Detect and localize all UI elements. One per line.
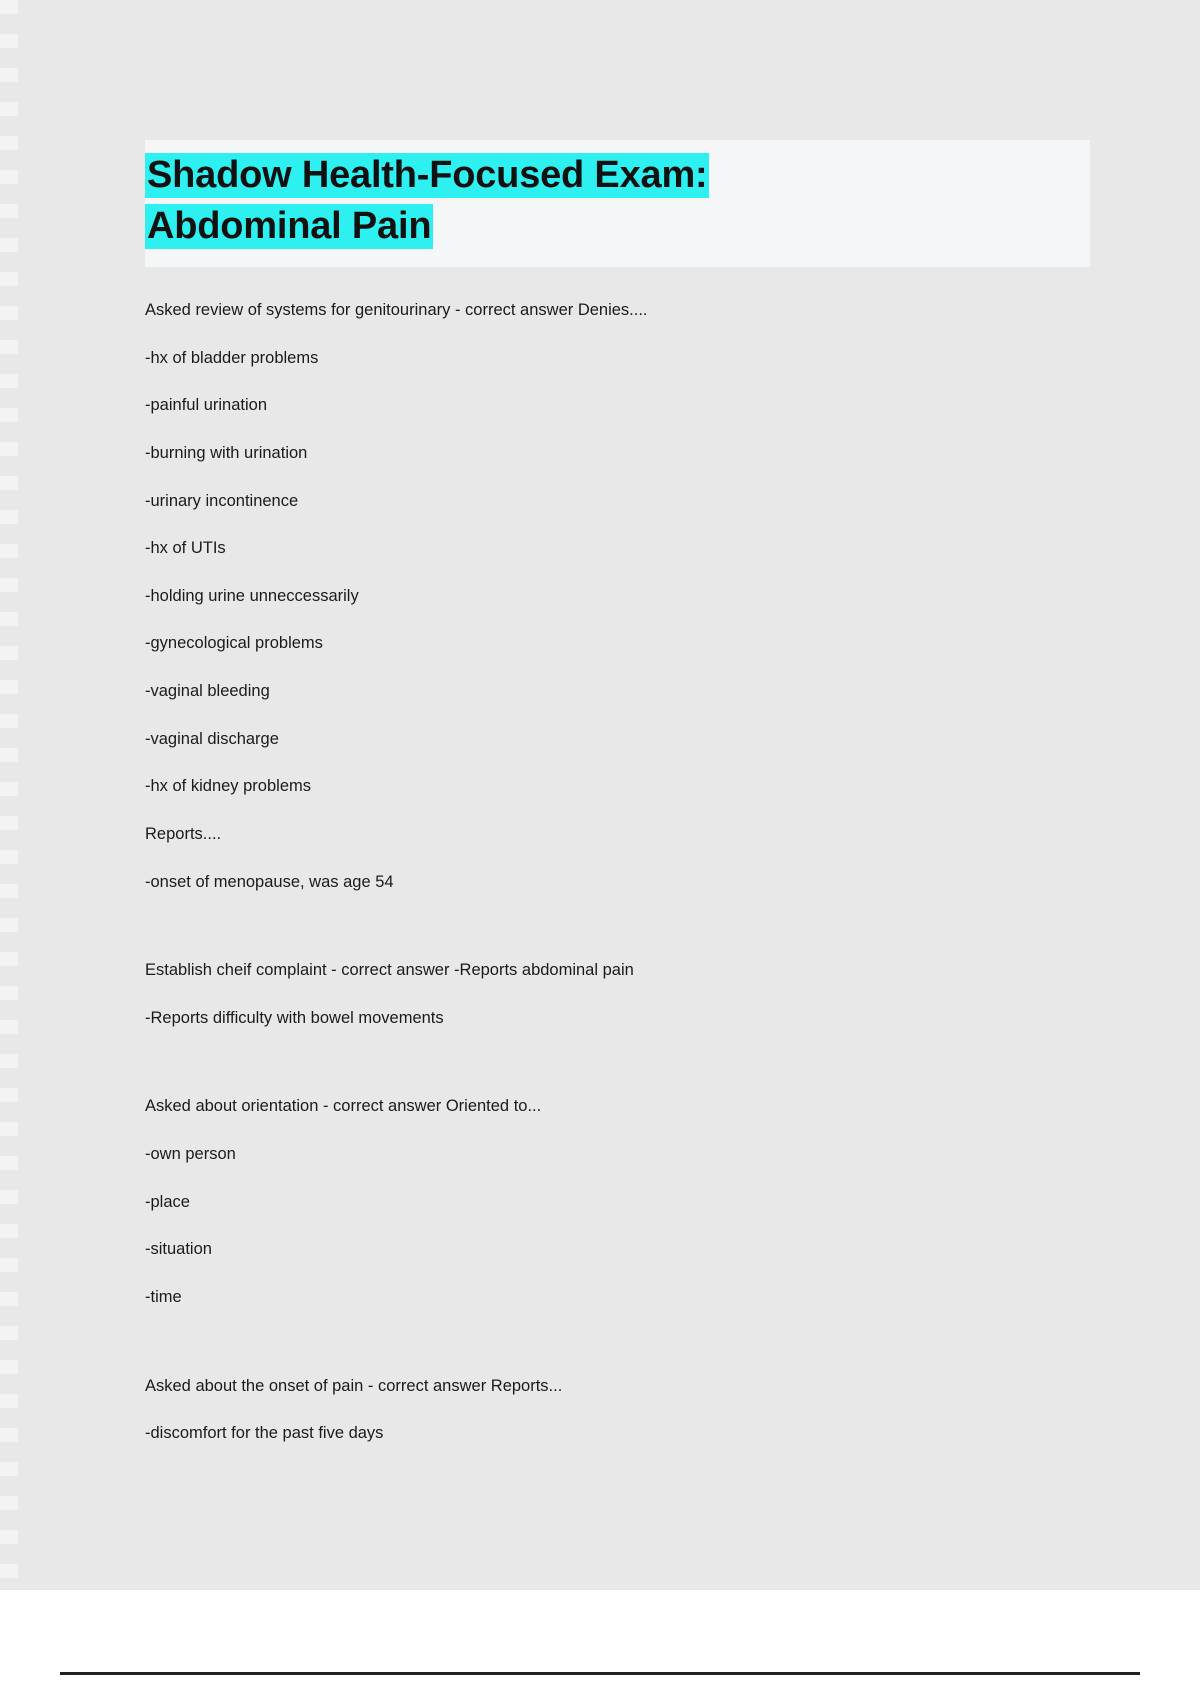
page-title-line-2: [145, 201, 1090, 252]
body-line: Asked review of systems for genitourinary - correct answer Denies....: [145, 301, 648, 319]
body-line: -discomfort for the past five days: [145, 1424, 384, 1443]
body-line: -hx of kidney problems: [145, 777, 311, 796]
body-line: -onset of menopause, was age 54: [145, 872, 394, 891]
title-highlight-1: Shadow Health-Focused Exam:: [147, 154, 708, 196]
document-body: [145, 300, 1105, 1471]
page-footer-rule: [60, 1672, 1140, 1675]
page-margin-strip: [0, 0, 18, 1590]
body-line: -urinary incontinence: [145, 491, 299, 510]
body-line: Asked about orientation - correct answer Oriented to...: [145, 1097, 542, 1116]
body-line: -vaginal discharge: [145, 729, 279, 748]
body-line-blank: [145, 919, 1105, 933]
document-title-block: [145, 140, 1090, 267]
body-line: -vaginal bleeding: [145, 682, 270, 700]
body-line: -place: [145, 1192, 190, 1211]
body-line: Asked about the onset of pain - correct answer Reports...: [145, 1376, 563, 1395]
body-line: Establish cheif complaint - correct answer -Reports abdominal pain: [145, 961, 634, 980]
body-line: -hx of bladder problems: [145, 348, 319, 367]
body-line: -hx of UTIs: [145, 539, 226, 558]
body-line: -own person: [145, 1145, 236, 1163]
title-highlight-2: Abdominal Pain: [147, 205, 432, 248]
body-line-blank: [145, 1335, 1105, 1349]
body-line: -burning with urination: [145, 443, 308, 462]
body-line: -gynecological problems: [145, 634, 323, 653]
body-line: -holding urine unneccessarily: [145, 586, 359, 605]
body-line: Reports....: [145, 824, 222, 843]
body-line: -time: [145, 1287, 182, 1306]
body-line: -painful urination: [145, 396, 267, 415]
page-footer-band: [0, 1590, 1200, 1700]
body-line-blank: [145, 1055, 1105, 1069]
page-title-line-1: [145, 150, 1090, 201]
body-line: -situation: [145, 1240, 212, 1259]
body-line: -Reports difficulty with bowel movements: [145, 1008, 444, 1027]
